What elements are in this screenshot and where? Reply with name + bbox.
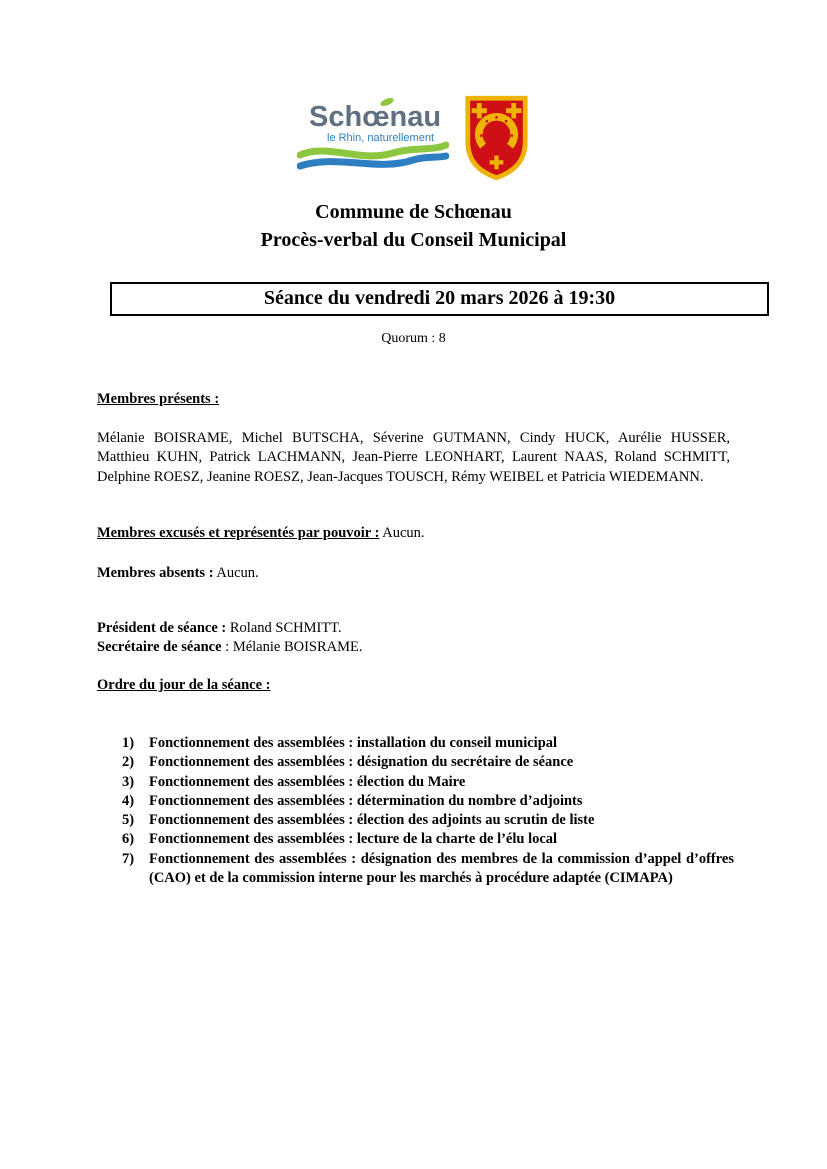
agenda-item-text: Fonctionnement des assemblées : élection des adjoints au scrutin de liste (149, 812, 595, 829)
members-excused-line (97, 524, 730, 543)
title-line-2: Procès-verbal du Conseil Municipal (260, 229, 567, 251)
agenda-item-1 (122, 734, 734, 753)
session-banner (110, 282, 769, 316)
horseshoe-nail (505, 120, 508, 123)
coat-of-arms-icon (463, 93, 530, 182)
logo-wordmark: Schœnau (309, 101, 442, 133)
members-present-heading (97, 390, 730, 409)
agenda-item-number: 7) (122, 850, 135, 867)
schoenau-logo (297, 93, 449, 175)
members-excused-label: Membres excusés et représentés par pouvoir : (97, 525, 380, 541)
agenda-item-5 (122, 811, 734, 830)
horseshoe-nail (510, 134, 513, 137)
quorum-text: Quorum : 8 (381, 331, 446, 346)
members-excused-value: Aucun. (382, 525, 425, 541)
agenda-item-number: 5) (122, 812, 135, 829)
agenda-item-6 (122, 830, 734, 849)
horseshoe-nail (480, 134, 483, 137)
secretary-line (97, 638, 730, 657)
agenda-item-number: 3) (122, 773, 135, 790)
document-title (0, 198, 827, 254)
agenda-item-7 (122, 850, 734, 889)
horseshoe-nail (486, 120, 489, 123)
agenda-item-4 (122, 792, 734, 811)
secretary-value: : Mélanie BOISRAME. (225, 639, 363, 656)
agenda-item-2 (122, 753, 734, 772)
session-banner-text: Séance du vendredi 20 mars 2026 à 19:30 (263, 287, 616, 309)
president-value: Roland SCHMITT. (229, 620, 342, 636)
agenda-item-number: 2) (122, 754, 135, 771)
agenda-list (122, 734, 734, 888)
logo-green-wave (300, 145, 446, 156)
members-absent-line (97, 564, 730, 583)
agenda-heading-label: Ordre du jour de la séance : (97, 677, 271, 693)
agenda-item-text: Fonctionnement des assemblées : élection du Maire (149, 773, 466, 790)
agenda-item-text: Fonctionnement des assemblées : installation du conseil municipal (149, 735, 558, 751)
horseshoe-nail (495, 116, 498, 119)
agenda-item-number: 1) (122, 735, 135, 751)
members-absent-label: Membres absents : (97, 565, 214, 581)
president-label: Président de séance : (97, 620, 227, 636)
agenda-item-text: Fonctionnement des assemblées : lecture de la charte de l’élu local (149, 831, 558, 848)
session-officials (97, 619, 730, 658)
agenda-item-text: Fonctionnement des assemblées : désignation des membres de la commission d’appel d’offres (CAO) et de la commission interne pour les marchés à procédure adaptée (CIMAPA) (149, 850, 734, 887)
members-present-label: Membres présents : (97, 391, 220, 407)
agenda-item-number: 4) (122, 792, 135, 809)
title-line-1: Commune de Schœnau (315, 201, 512, 223)
secretary-label: Secrétaire de séance (97, 639, 222, 656)
header-logos (0, 93, 827, 182)
members-present-names: Mélanie BOISRAME, Michel BUTSCHA, Séverine GUTMANN, Cindy HUCK, Aurélie HUSSER, Matthieu KUHN, Patrick LACHMANN, Jean-Pierre LEONHART, Laurent NAAS, Roland SCHMITT, Delphine ROESZ, Jeanine ROESZ, Jean-Jacques TOUSCH, Rémy WEIBEL et Patricia WIEDEMANN. (97, 430, 730, 485)
logo-tagline: le Rhin, naturellement (327, 132, 435, 144)
agenda-item-text: Fonctionnement des assemblées : désignation du secrétaire de séance (149, 754, 574, 771)
members-absent-value: Aucun. (216, 565, 259, 581)
president-line (97, 619, 730, 638)
agenda-heading (97, 676, 730, 695)
agenda-item-3 (122, 773, 734, 792)
agenda-item-number: 6) (122, 831, 135, 848)
agenda-item-text: Fonctionnement des assemblées : détermination du nombre d’adjoints (149, 792, 583, 809)
